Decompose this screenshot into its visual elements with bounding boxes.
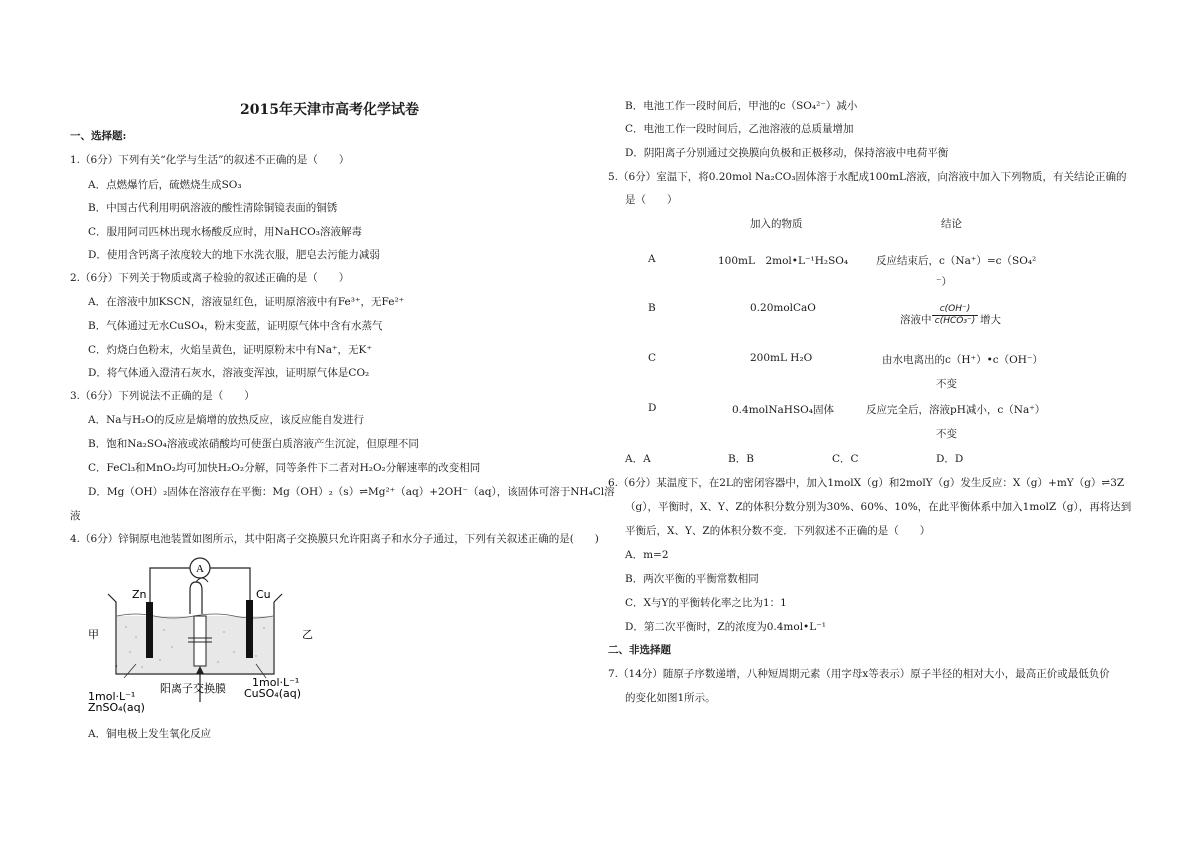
q3-option-a: A．Na与H₂O的反应是熵增的放热反应，该反应能自发进行 <box>88 414 365 426</box>
q3-option-d-line2: 液 <box>70 510 81 522</box>
q5-table-header-conclusion: 结论 <box>941 218 962 230</box>
q6-option-b: B．两次平衡的平衡常数相同 <box>625 573 759 585</box>
q4-option-d: D．阴阳离子分别通过交换膜向负极和正极移动，保持溶液中电荷平衡 <box>625 147 949 159</box>
q3-option-c: C．FeCl₃和MnO₂均可加快H₂O₂分解，同等条件下二者对H₂O₂分解速率的改变相同 <box>88 462 481 474</box>
q6-option-d: D．第二次平衡时，Z的浓度为0.4mol•L⁻¹ <box>625 621 826 633</box>
ammeter-label: A <box>196 563 204 575</box>
question-5-stem-line1: 5.（6分）室温下，将0.20mol Na₂CO₃固体溶于水配成100mL溶液，向溶液中加入下列物质，有关结论正确的 <box>608 171 1127 183</box>
galvanic-cell-diagram <box>84 552 324 716</box>
q1-option-d: D．使用含钙离子浓度较大的地下水洗衣服，肥皂去污能力减弱 <box>88 249 380 261</box>
question-3-stem: 3.（6分）下列说法不正确的是（ ） <box>70 390 255 402</box>
question-6-line2: （g），平衡时，X、Y、Z的体积分数分别为30%、60%、10%，在此平衡体系中加入1molZ（g），再将达到 <box>625 501 1132 513</box>
q5-table-header-substance: 加入的物质 <box>750 218 803 230</box>
q5-row-d-conclusion: 反应完全后，溶液pH减小，c（Na⁺） <box>866 404 1046 416</box>
q6-option-a: A．m=2 <box>625 549 669 561</box>
q5-row-d-option: D <box>648 402 657 414</box>
q4-option-a: A．铜电极上发生氧化反应 <box>88 728 212 740</box>
q5-row-a-conclusion-cont: ⁻） <box>936 276 953 288</box>
cuso4-solution: CuSO₄(aq) <box>244 687 302 700</box>
q5-row-d-substance: 0.4molNaHSO₄固体 <box>732 404 834 416</box>
q2-option-c: C．灼烧白色粉末，火焰呈黄色，证明原粉末中有Na⁺，无K⁺ <box>88 344 372 356</box>
question-1-stem: 1.（6分）下列有关“化学与生活”的叙述不正确的是（ ） <box>70 154 350 166</box>
page-title: 2015年天津市高考化学试卷 <box>240 102 419 118</box>
q5-row-b-substance: 0.20molCaO <box>750 302 816 314</box>
question-6-line1: 6.（6分）某温度下，在2L的密闭容器中，加入1molX（g）和2molY（g）发生反应：X（g）+mY（g）⇌3Z <box>608 477 1125 489</box>
membrane-housing <box>194 616 206 666</box>
membrane-label: 阳离子交换膜 <box>160 682 226 695</box>
q5-row-b-conclusion-suffix: 增大 <box>980 314 1001 326</box>
q5-row-b-conclusion-prefix: 溶液中 <box>900 314 932 326</box>
q5-row-b-option: B <box>648 302 656 314</box>
section-heading-non-choice: 二、非选择题 <box>608 644 671 656</box>
q5-row-c-conclusion: 由水电离出的c（H⁺）•c（OH⁻） <box>882 354 1043 366</box>
q5-choice-c: C．C <box>832 453 859 465</box>
question-7-line1: 7.（14分）随原子序数递增，八种短周期元素（用字母x等表示）原子半径的相对大小，最高正价或最低负价 <box>608 668 1110 680</box>
q3-option-b: B．饱和Na₂SO₄溶液或浓硝酸均可使蛋白质溶液产生沉淀，但原理不同 <box>88 438 419 450</box>
q5-row-c-option: C <box>648 352 657 364</box>
zinc-electrode <box>146 602 153 658</box>
question-4-stem: 4.（6分）锌铜原电池装置如图所示，其中阳离子交换膜只允许阳离子和水分子通过，下列有关叙述正确的是( ) <box>70 533 599 545</box>
q1-option-a: A．点燃爆竹后，硫燃烧生成SO₃ <box>88 179 242 191</box>
q5-choice-b: B．B <box>728 453 754 465</box>
question-6-line3: 平衡后，X、Y、Z的体积分数不变．下列叙述不正确的是（ ） <box>625 525 931 537</box>
q5-row-d-conclusion-cont: 不变 <box>936 428 957 440</box>
q1-option-b: B．中国古代利用明矾溶液的酸性清除铜镜表面的铜锈 <box>88 202 338 214</box>
q6-option-c: C．X与Y的平衡转化率之比为1：1 <box>625 597 787 609</box>
znso4-solution: ZnSO₄(aq) <box>88 701 145 714</box>
section-heading-choice: 一、选择题: <box>70 130 127 142</box>
q2-option-a: A．在溶液中加KSCN，溶液显红色，证明原溶液中有Fe³⁺，无Fe²⁺ <box>88 296 405 308</box>
question-5-stem-line2: 是（ ） <box>625 194 678 206</box>
q5-row-a-conclusion: 反应结束后，c（Na⁺）=c（SO₄² <box>876 255 1037 267</box>
q2-option-d: D．将气体通入澄清石灰水，溶液变浑浊，证明原气体是CO₂ <box>88 367 370 379</box>
cu-concentration: 1mol·L⁻¹ <box>252 676 300 689</box>
q5-row-c-substance: 200mL H₂O <box>750 352 813 364</box>
question-7-line2: 的变化如图1所示。 <box>625 692 716 704</box>
fraction-numerator: c(OH⁻) <box>932 304 978 316</box>
fraction-denominator: c(HCO₃⁻) <box>934 316 976 326</box>
q5-row-a-option: A <box>648 253 656 265</box>
zn-concentration: 1mol·L⁻¹ <box>88 690 136 703</box>
bridge-tube <box>190 582 202 614</box>
q5-choice-d: D．D <box>936 453 964 465</box>
cu-label: Cu <box>256 588 271 601</box>
q5-row-a-substance: 100mL 2mol•L⁻¹H₂SO₄ <box>718 255 849 267</box>
q4-option-b: B．电池工作一段时间后，甲池的c（SO₄²⁻）减小 <box>625 100 858 112</box>
q5-row-b-fraction <box>932 304 978 327</box>
question-2-stem: 2.（6分）下列关于物质或离子检验的叙述正确的是（ ） <box>70 272 350 284</box>
zn-label: Zn <box>132 588 147 601</box>
beaker-yi-label: 乙 <box>302 628 313 641</box>
q1-option-c: C．服用阿司匹林出现水杨酸反应时，用NaHCO₃溶液解毒 <box>88 226 362 238</box>
q4-option-c: C．电池工作一段时间后，乙池溶液的总质量增加 <box>625 123 854 135</box>
q2-option-b: B．气体通过无水CuSO₄，粉末变蓝，证明原气体中含有水蒸气 <box>88 320 383 332</box>
beaker-jia-label: 甲 <box>88 628 99 641</box>
q3-option-d-line1: D．Mg（OH）₂固体在溶液存在平衡：Mg（OH）₂（s）⇌Mg²⁺（aq）+2OH⁻（aq），该固体可溶于NH₄Cl溶 <box>88 486 615 498</box>
q5-choice-a: A．A <box>625 453 651 465</box>
copper-electrode <box>246 600 253 658</box>
q5-row-c-conclusion-cont: 不变 <box>936 378 957 390</box>
